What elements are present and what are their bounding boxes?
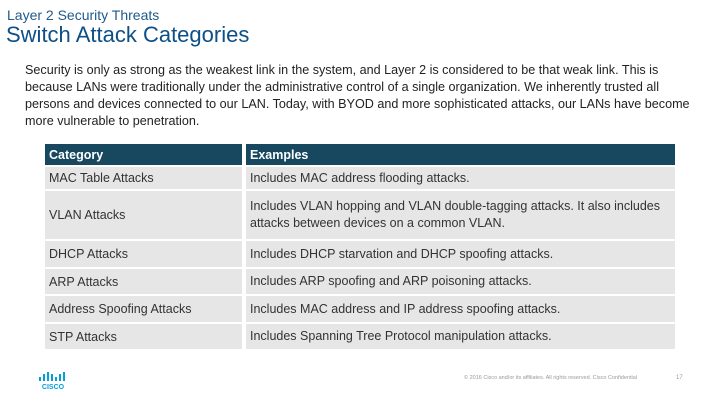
header-category: Category <box>45 144 244 166</box>
cisco-bridge-icon <box>38 372 68 390</box>
row-examples: Includes VLAN hopping and VLAN double-tagging attacks. It also includes attacks between devices on a common VLAN. <box>244 190 675 240</box>
row-examples: Includes ARP spoofing and ARP poisoning attacks. <box>244 268 675 295</box>
header-examples: Examples <box>244 144 675 166</box>
table-row <box>45 240 675 268</box>
row-examples: Includes DHCP starvation and DHCP spoofing attacks. <box>244 240 675 268</box>
slide-subtitle: Layer 2 Security Threats <box>7 7 160 23</box>
row-category: VLAN Attacks <box>45 190 244 240</box>
row-examples: Includes MAC address and IP address spoofing attacks. <box>244 295 675 323</box>
row-category: Address Spoofing Attacks <box>45 295 244 323</box>
table-header-row <box>45 144 675 166</box>
page-number: 17 <box>676 375 683 381</box>
row-category: ARP Attacks <box>45 268 244 295</box>
copyright-text: © 2016 Cisco and/or its affiliates. All rights reserved. Cisco Confidential <box>464 375 638 381</box>
slide-title: Switch Attack Categories <box>6 22 250 47</box>
row-category: DHCP Attacks <box>45 240 244 268</box>
table-row <box>45 323 675 350</box>
table-row <box>45 166 675 190</box>
cisco-logo <box>38 372 68 395</box>
table-row <box>45 190 675 240</box>
row-examples: Includes Spanning Tree Protocol manipulation attacks. <box>244 323 675 350</box>
attack-categories-table <box>45 144 675 351</box>
table-row <box>45 295 675 323</box>
row-category: MAC Table Attacks <box>45 166 244 190</box>
cisco-logo-text: CISCO <box>41 384 65 390</box>
row-category: STP Attacks <box>45 323 244 350</box>
intro-paragraph: Security is only as strong as the weakest link in the system, and Layer 2 is considered to be that weak link. This is because LANs were traditionally under the administrative control of a single organization. We inherently trusted all persons and devices connected to our LAN. Today, with BYOD and more sophisticated attacks, our LANs have become more vulnerable to penetration. <box>25 63 690 128</box>
table-row <box>45 268 675 295</box>
row-examples: Includes MAC address flooding attacks. <box>244 166 675 190</box>
